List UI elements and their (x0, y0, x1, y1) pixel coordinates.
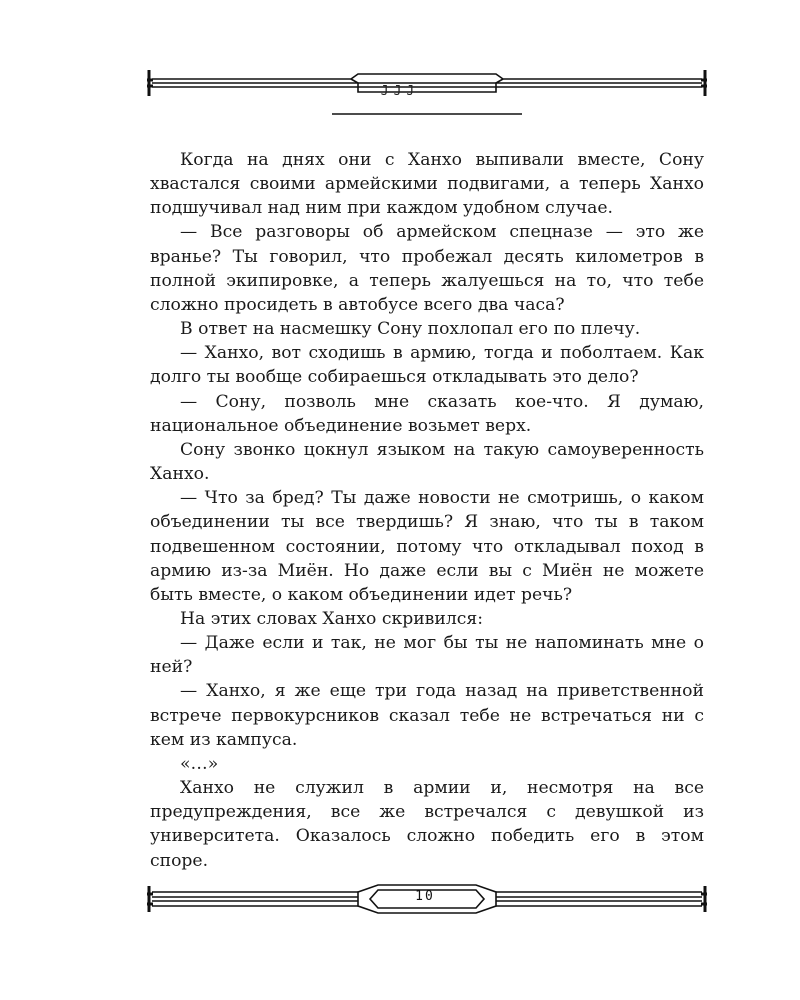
paragraph: — Все разговоры об армейском спецназе — это же вранье? Ты говорил, что пробежал десять километров в полной экипировке, а теперь жалуешься на то, что тебе сложно просидеть в автобусе всего два часа? (150, 222, 704, 315)
paragraph: — Что за бред? Ты даже новости не смотришь, о каком объединении ты все твердишь? Я знаю, что ты в таком подвешенном состоянии, потому что откладывал поход в армию из-за Миён. Но даже если вы с Миён не можете быть вместе, о каком объединении идет речь? (150, 488, 704, 605)
paragraph: На этих словах Ханхо скривился: (180, 608, 483, 629)
paragraph: Ханхо не служил в армии и, несмотря на все предупреждения, все же встречался с девушкой из университета. Оказалось сложно победить его в этом споре. (150, 778, 704, 871)
paragraph: — Сону, позволь мне сказать кое-что. Я думаю, национальное объединение возьмет верх. (150, 391, 704, 436)
paragraph: — Ханхо, я же еще три года назад на приветственной встрече первокурсников сказал тебе не встречаться ни с кем из кампуса. (150, 681, 704, 750)
paragraph: В ответ на насмешку Сону похлопал его по плечу. (180, 319, 641, 340)
header-label: JJJ (380, 84, 420, 99)
paragraph: «…» (180, 753, 219, 774)
page-number: 10 (415, 889, 435, 904)
body-text (150, 148, 704, 873)
paragraph: Когда на днях они с Ханхо выпивали вместе, Сону хвастался своими армейскими подвигами, а теперь Ханхо подшучивал над ним при каждом удобном случае. (150, 150, 704, 219)
paragraph: Сону звонко цокнул языком на такую самоуверенность Ханхо. (150, 439, 704, 485)
paragraph: — Ханхо, вот сходишь в армию, тогда и поболтаем. Как долго ты вообще собираешься откладывать это дело? (150, 343, 704, 388)
paragraph: — Даже если и так, не мог бы ты не напоминать мне о ней? (150, 633, 704, 678)
